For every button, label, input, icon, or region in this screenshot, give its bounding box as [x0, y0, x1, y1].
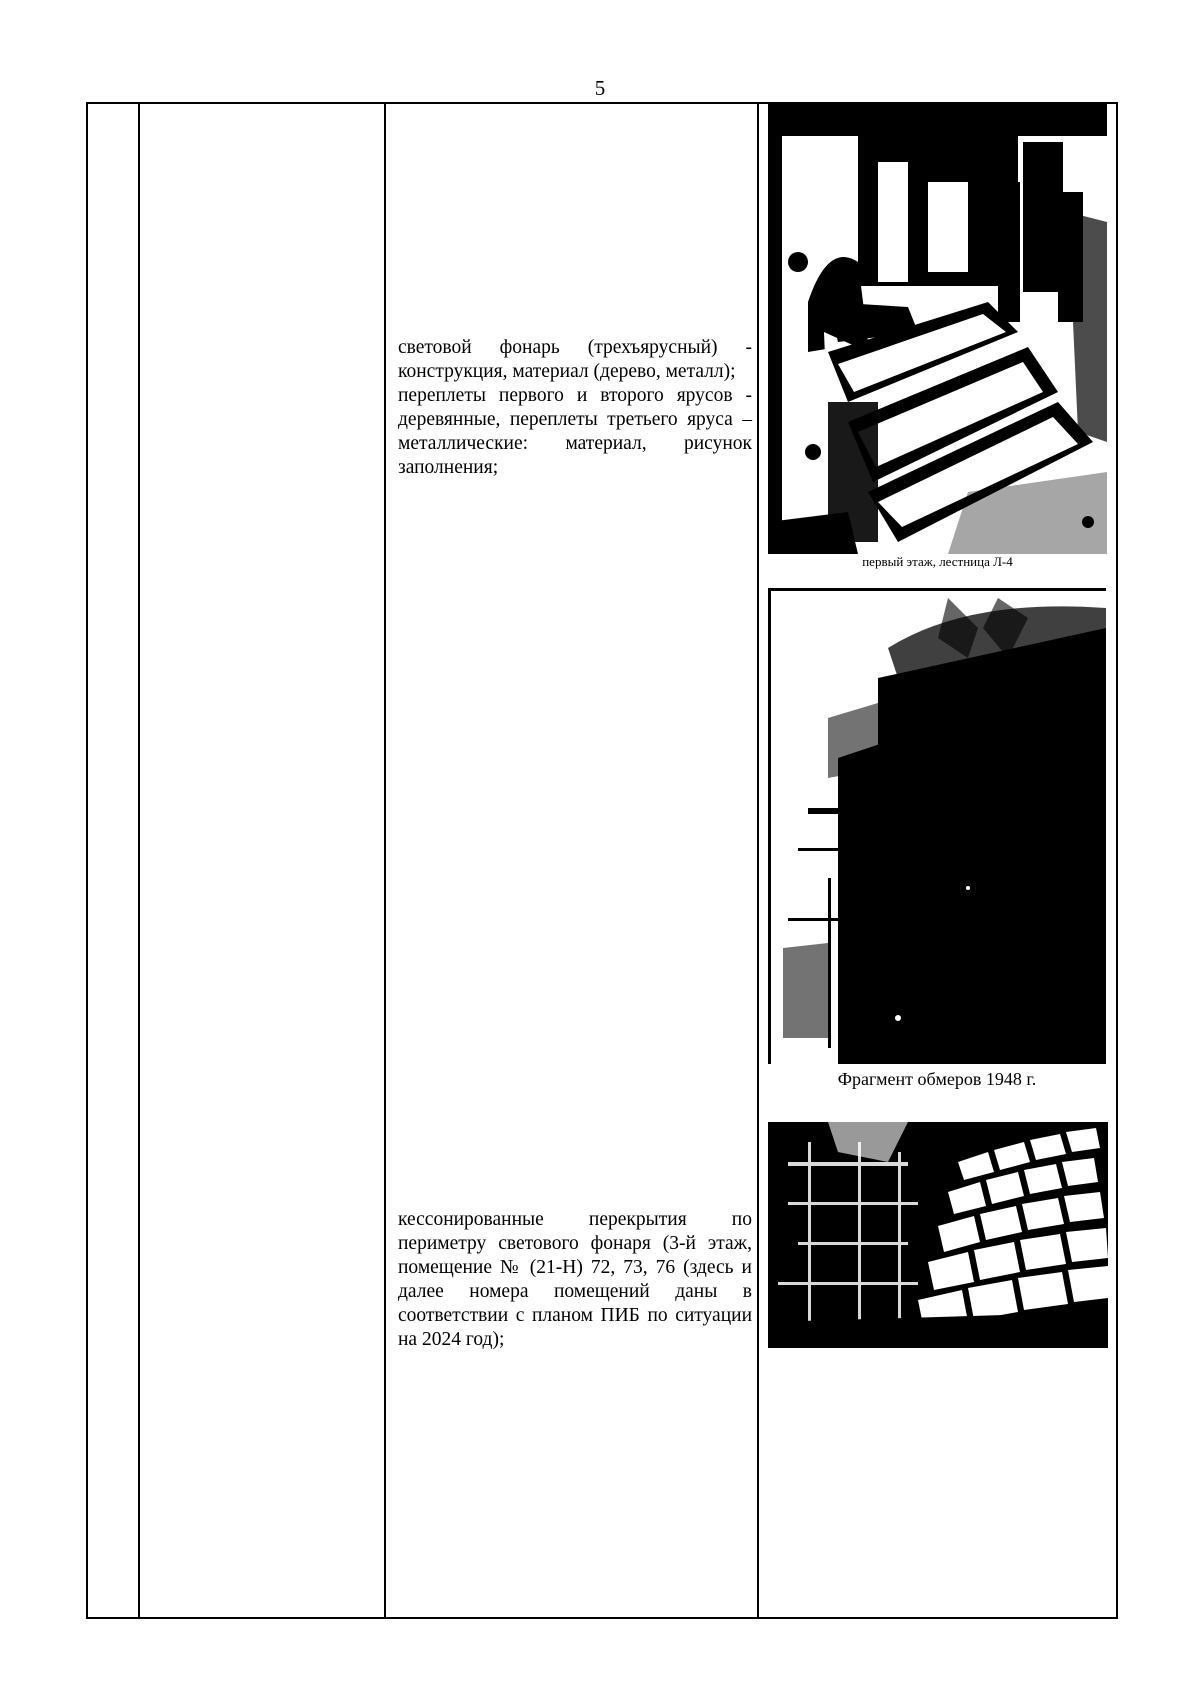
column-divider-1 — [138, 102, 140, 1619]
skylight-survey-photo-caption: Фрагмент обмеров 1948 г. — [837, 1069, 1037, 1089]
column-divider-2 — [384, 102, 386, 1619]
paragraph-frames: переплеты первого и второго ярусов - деревянные, переплеты третьего яруса – металлические: материал, рисунок заполнения; — [398, 385, 752, 478]
description-skylight — [398, 336, 752, 480]
staircase-photo — [768, 102, 1107, 554]
staircase-photo-caption: первый этаж, лестница Л-4 — [862, 554, 1013, 569]
skylight-survey-photo — [768, 588, 1106, 1064]
paragraph-coffered-ceiling: кессонированные перекрытия по периметру светового фонаря (3-й этаж, помещение № (21-Н) 72, 73, 76 (здесь и далее номера помещений даны в соответствии с планом ПИБ по ситуации на 2024 год); — [398, 1209, 752, 1350]
table-left-border — [86, 102, 88, 1619]
description-coffered-ceiling — [398, 1208, 752, 1352]
table-right-border — [1116, 102, 1118, 1619]
column-divider-3 — [757, 102, 759, 1619]
page-number: 5 — [594, 76, 606, 100]
coffered-ceiling-photo — [768, 1122, 1108, 1348]
paragraph-skylight-construction: световой фонарь (трехъярусный) - конструкция, материал (дерево, металл); — [398, 337, 752, 382]
table-bottom-border — [86, 1617, 1118, 1619]
